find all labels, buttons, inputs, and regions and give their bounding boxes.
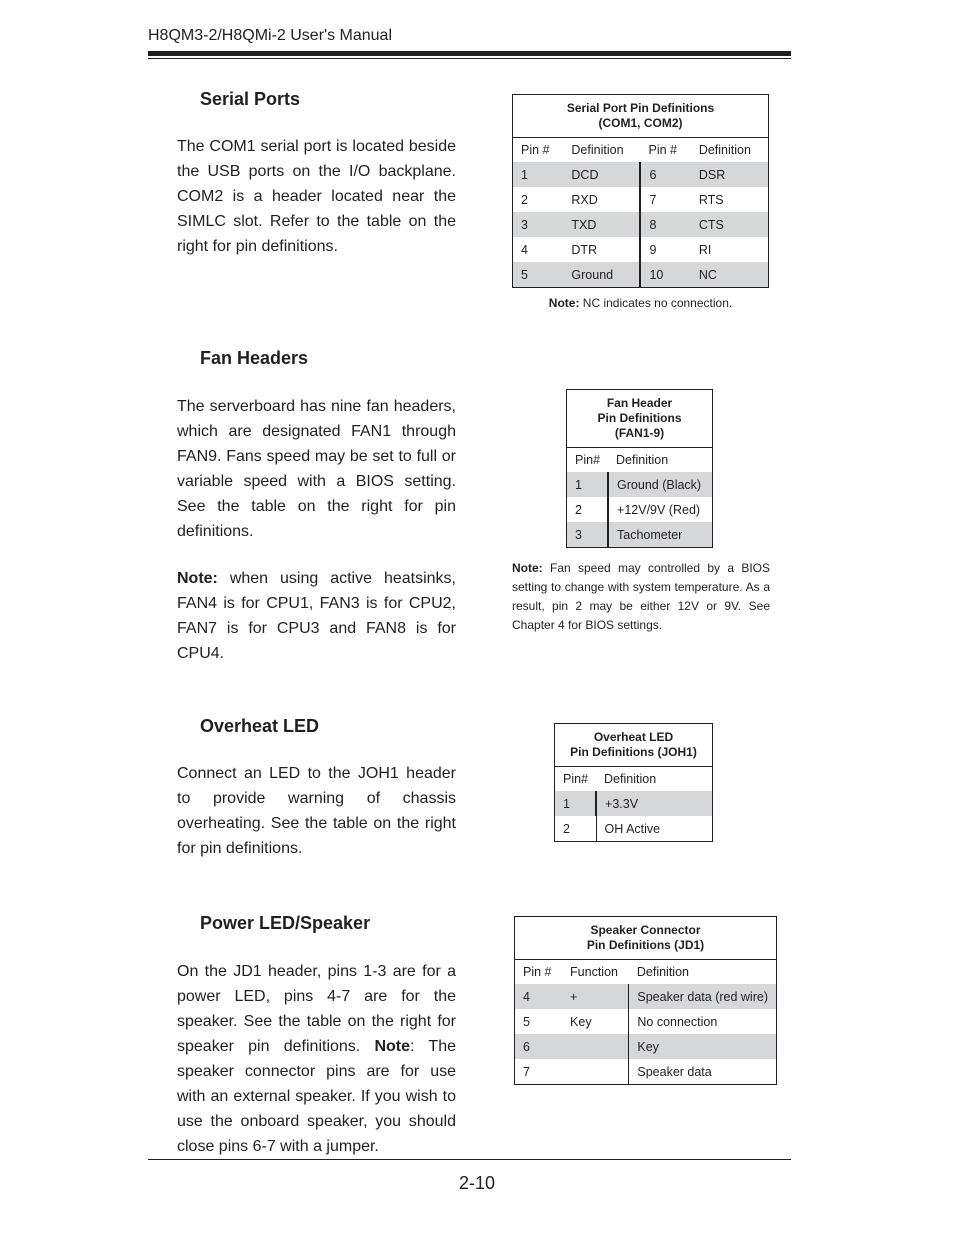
power-led-speaker-text: On the JD1 header, pins 1-3 are for a power LED, pins 4-7 are for the speaker. See the table on the right for speaker pin definitions. Note: The speaker connector pins are for use with an external speaker. If you wish to use the onboard speaker, you should close pins 6-7 with a jumper. [177, 963, 456, 1155]
overheat-led-text: Connect an LED to the JOH1 header to provide warning of chassis overheating. See the table on the right for pin definitions. [177, 765, 456, 857]
table-caption: Speaker Connector Pin Definitions (JD1) [515, 917, 777, 960]
table-row: 2 +12V/9V (Red) [567, 497, 713, 522]
header-rule [148, 51, 791, 56]
table-header-row: Pin# Definition [575, 453, 669, 467]
table-row: 1 +3.3V [555, 791, 713, 816]
overheat-led-heading: Overheat LED [200, 716, 320, 736]
table-row: 2 RXD 7 RTS [513, 187, 769, 212]
table-row: 3 Tachometer [567, 522, 713, 548]
speaker-connector-table [514, 916, 777, 1085]
table-row: 6 Key [515, 1034, 777, 1059]
footer-rule [148, 1159, 791, 1160]
fan-header-table [566, 389, 713, 548]
table-row: 4 + Speaker data (red wire) [515, 984, 777, 1009]
table-row: 2 OH Active [555, 816, 713, 842]
table-caption: Fan Header Pin Definitions (FAN1-9) [567, 390, 713, 448]
table-row: 3 TXD 8 CTS [513, 212, 769, 237]
fan-headers-text: The serverboard has nine fan headers, which are designated FAN1 through FAN9. Fans speed may be set to full or variable speed with a BIOS setting. See the table on the right for pin definitions. [177, 398, 456, 540]
serial-ports-text: The COM1 serial port is located beside the USB ports on the I/O backplane. COM2 is a header located near the SIMLC slot. Refer to the table on the right for pin definitions. [177, 138, 456, 255]
table-caption: Serial Port Pin Definitions (COM1, COM2) [513, 95, 769, 138]
fan-headers-note: Note: when using active heatsinks, FAN4 is for CPU1, FAN3 is for CPU2, FAN7 is for CPU3 and FAN8 is for CPU4. [177, 570, 456, 662]
table-row: 7 Speaker data [515, 1059, 777, 1085]
fan-side-note: Note: Fan speed may controlled by a BIOS setting to change with system temperature. As a result, pin 2 may be either 12V or 9V. See Chapter 4 for BIOS settings. [512, 561, 770, 632]
table-row: 1 DCD 6 DSR [513, 162, 769, 187]
table-caption: Overheat LED Pin Definitions (JOH1) [555, 724, 713, 767]
table-header-row: Pin# Definition [563, 772, 657, 786]
page-number: 2-10 [458, 1173, 496, 1193]
serial-port-table [512, 94, 769, 288]
table-row: 5 Ground 10 NC [513, 262, 769, 288]
power-led-speaker-heading: Power LED/Speaker [200, 913, 371, 933]
table-row: 4 DTR 9 RI [513, 237, 769, 262]
table-header-row: Pin # Definition Pin # Definition [521, 143, 751, 157]
overheat-led-table [554, 723, 713, 842]
serial-ports-heading: Serial Ports [200, 89, 301, 109]
table-row: 1 Ground (Black) [567, 472, 713, 497]
table-header-row: Pin # Function Definition [523, 965, 689, 979]
header-rule-thin [148, 58, 791, 59]
table-row: 5 Key No connection [515, 1009, 777, 1034]
fan-headers-heading: Fan Headers [200, 348, 309, 368]
manual-title: H8QM3-2/H8QMi-2 User's Manual [148, 27, 393, 44]
serial-note: Note: NC indicates no connection. [548, 296, 733, 310]
